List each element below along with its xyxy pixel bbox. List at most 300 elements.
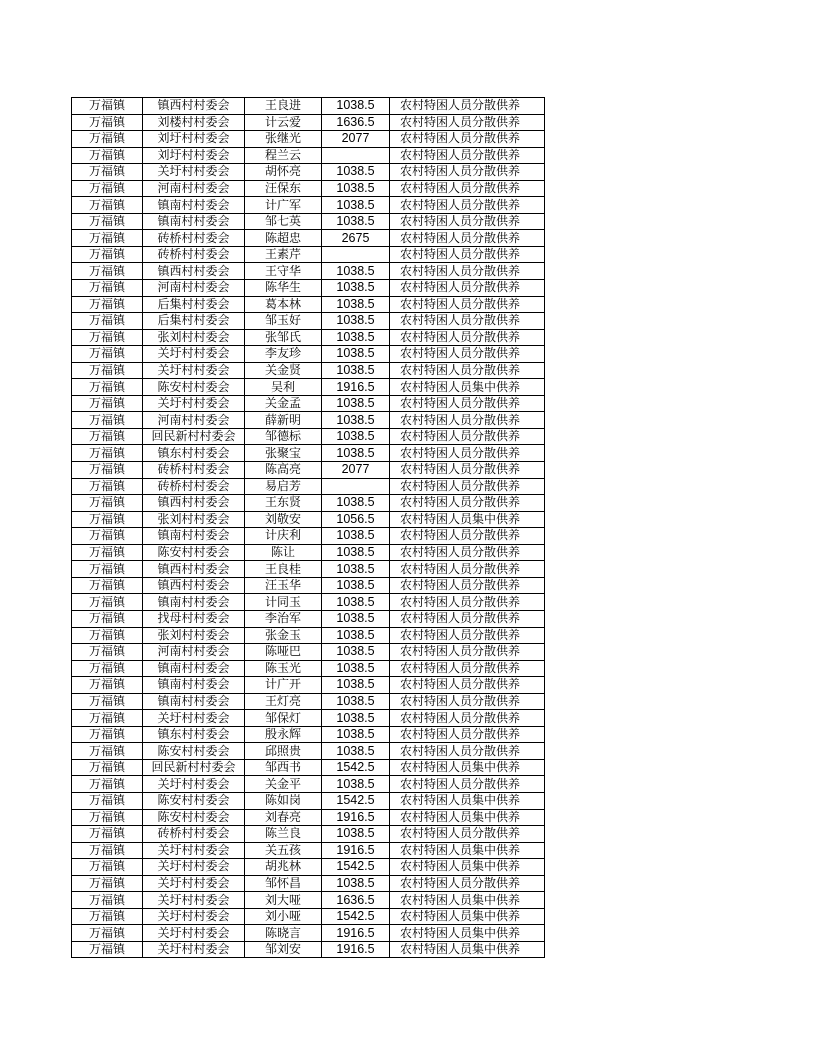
town-cell: 万福镇 — [72, 462, 143, 479]
category-cell: 农村特困人员集中供养 — [390, 792, 545, 809]
town-cell: 万福镇 — [72, 114, 143, 131]
name-cell: 易启芳 — [245, 478, 322, 495]
village-committee-cell: 刘圩村村委会 — [143, 147, 245, 164]
table-row — [72, 296, 545, 313]
table-row — [72, 892, 545, 909]
village-committee-cell: 陈安村村委会 — [143, 544, 245, 561]
town-cell: 万福镇 — [72, 528, 143, 545]
table-row — [72, 693, 545, 710]
name-cell: 陈华生 — [245, 280, 322, 297]
name-cell: 邱照贵 — [245, 743, 322, 760]
table-row — [72, 197, 545, 214]
town-cell: 万福镇 — [72, 197, 143, 214]
category-cell: 农村特困人员分散供养 — [390, 627, 545, 644]
amount-cell: 2077 — [322, 462, 390, 479]
category-cell: 农村特困人员分散供养 — [390, 710, 545, 727]
name-cell: 王素芹 — [245, 246, 322, 263]
village-committee-cell: 关圩村村委会 — [143, 776, 245, 793]
village-committee-cell: 砖桥村村委会 — [143, 462, 245, 479]
amount-cell: 1038.5 — [322, 445, 390, 462]
table-row — [72, 660, 545, 677]
village-committee-cell: 关圩村村委会 — [143, 875, 245, 892]
category-cell: 农村特困人员集中供养 — [390, 809, 545, 826]
name-cell: 王良桂 — [245, 561, 322, 578]
category-cell: 农村特困人员分散供养 — [390, 230, 545, 247]
town-cell: 万福镇 — [72, 395, 143, 412]
name-cell: 计庆利 — [245, 528, 322, 545]
village-committee-cell: 张刘村村委会 — [143, 511, 245, 528]
category-cell: 农村特困人员分散供养 — [390, 826, 545, 843]
town-cell: 万福镇 — [72, 180, 143, 197]
table-row — [72, 710, 545, 727]
name-cell: 计同玉 — [245, 594, 322, 611]
amount-cell — [322, 246, 390, 263]
name-cell: 薛新明 — [245, 412, 322, 429]
category-cell: 农村特困人员分散供养 — [390, 114, 545, 131]
category-cell: 农村特困人员分散供养 — [390, 147, 545, 164]
category-cell: 农村特困人员分散供养 — [390, 180, 545, 197]
amount-cell: 1038.5 — [322, 280, 390, 297]
amount-cell: 1038.5 — [322, 693, 390, 710]
category-cell: 农村特困人员分散供养 — [390, 644, 545, 661]
name-cell: 李治军 — [245, 610, 322, 627]
town-cell: 万福镇 — [72, 478, 143, 495]
amount-cell: 1038.5 — [322, 577, 390, 594]
town-cell: 万福镇 — [72, 428, 143, 445]
town-cell: 万福镇 — [72, 809, 143, 826]
table-row — [72, 428, 545, 445]
town-cell: 万福镇 — [72, 726, 143, 743]
amount-cell: 1038.5 — [322, 594, 390, 611]
amount-cell: 1038.5 — [322, 98, 390, 115]
name-cell: 邹德标 — [245, 428, 322, 445]
amount-cell: 1636.5 — [322, 892, 390, 909]
amount-cell: 1542.5 — [322, 792, 390, 809]
village-committee-cell: 镇西村村委会 — [143, 98, 245, 115]
amount-cell: 1038.5 — [322, 495, 390, 512]
category-cell: 农村特困人员分散供养 — [390, 462, 545, 479]
amount-cell: 1038.5 — [322, 428, 390, 445]
name-cell: 关五孩 — [245, 842, 322, 859]
table-row — [72, 941, 545, 958]
amount-cell: 1038.5 — [322, 826, 390, 843]
name-cell: 陈高亮 — [245, 462, 322, 479]
amount-cell: 1056.5 — [322, 511, 390, 528]
village-committee-cell: 张刘村村委会 — [143, 329, 245, 346]
town-cell: 万福镇 — [72, 859, 143, 876]
village-committee-cell: 后集村村委会 — [143, 313, 245, 330]
category-cell: 农村特困人员集中供养 — [390, 759, 545, 776]
table-row — [72, 726, 545, 743]
amount-cell: 1038.5 — [322, 213, 390, 230]
village-committee-cell: 关圩村村委会 — [143, 710, 245, 727]
name-cell: 汪保东 — [245, 180, 322, 197]
table-row — [72, 644, 545, 661]
town-cell: 万福镇 — [72, 610, 143, 627]
amount-cell — [322, 147, 390, 164]
category-cell: 农村特困人员分散供养 — [390, 776, 545, 793]
town-cell: 万福镇 — [72, 627, 143, 644]
category-cell: 农村特困人员分散供养 — [390, 660, 545, 677]
category-cell: 农村特困人员分散供养 — [390, 164, 545, 181]
table-row — [72, 743, 545, 760]
name-cell: 张金玉 — [245, 627, 322, 644]
amount-cell: 1038.5 — [322, 660, 390, 677]
amount-cell: 1038.5 — [322, 610, 390, 627]
village-committee-cell: 回民新村村委会 — [143, 759, 245, 776]
town-cell: 万福镇 — [72, 776, 143, 793]
name-cell: 王良进 — [245, 98, 322, 115]
name-cell: 邹怀昌 — [245, 875, 322, 892]
table-row — [72, 776, 545, 793]
amount-cell: 1038.5 — [322, 180, 390, 197]
name-cell: 计云爱 — [245, 114, 322, 131]
amount-cell: 1038.5 — [322, 726, 390, 743]
amount-cell: 1038.5 — [322, 710, 390, 727]
village-committee-cell: 陈安村村委会 — [143, 809, 245, 826]
town-cell: 万福镇 — [72, 875, 143, 892]
name-cell: 王灯亮 — [245, 693, 322, 710]
table-row — [72, 925, 545, 942]
category-cell: 农村特困人员分散供养 — [390, 296, 545, 313]
town-cell: 万福镇 — [72, 379, 143, 396]
category-cell: 农村特困人员分散供养 — [390, 544, 545, 561]
village-committee-cell: 砖桥村村委会 — [143, 478, 245, 495]
category-cell: 农村特困人员分散供养 — [390, 478, 545, 495]
table-row — [72, 875, 545, 892]
village-committee-cell: 关圩村村委会 — [143, 859, 245, 876]
amount-cell: 1038.5 — [322, 346, 390, 363]
name-cell: 张继光 — [245, 131, 322, 148]
category-cell: 农村特困人员集中供养 — [390, 925, 545, 942]
name-cell: 陈如岗 — [245, 792, 322, 809]
village-committee-cell: 河南村村委会 — [143, 280, 245, 297]
table-row — [72, 462, 545, 479]
town-cell: 万福镇 — [72, 362, 143, 379]
town-cell: 万福镇 — [72, 677, 143, 694]
table-row — [72, 594, 545, 611]
amount-cell: 1916.5 — [322, 941, 390, 958]
table-row — [72, 379, 545, 396]
name-cell: 计广开 — [245, 677, 322, 694]
amount-cell: 1916.5 — [322, 842, 390, 859]
village-committee-cell: 镇西村村委会 — [143, 495, 245, 512]
table-row — [72, 577, 545, 594]
village-committee-cell: 关圩村村委会 — [143, 362, 245, 379]
table-row — [72, 544, 545, 561]
name-cell: 邹西书 — [245, 759, 322, 776]
name-cell: 葛本林 — [245, 296, 322, 313]
town-cell: 万福镇 — [72, 412, 143, 429]
town-cell: 万福镇 — [72, 329, 143, 346]
village-committee-cell: 后集村村委会 — [143, 296, 245, 313]
table-row — [72, 362, 545, 379]
name-cell: 关金孟 — [245, 395, 322, 412]
town-cell: 万福镇 — [72, 445, 143, 462]
category-cell: 农村特困人员分散供养 — [390, 445, 545, 462]
table-row — [72, 131, 545, 148]
table-row — [72, 842, 545, 859]
category-cell: 农村特困人员集中供养 — [390, 859, 545, 876]
category-cell: 农村特困人员分散供养 — [390, 875, 545, 892]
amount-cell: 1038.5 — [322, 313, 390, 330]
category-cell: 农村特困人员分散供养 — [390, 528, 545, 545]
table-row — [72, 478, 545, 495]
table-row — [72, 908, 545, 925]
amount-cell: 1038.5 — [322, 677, 390, 694]
town-cell: 万福镇 — [72, 577, 143, 594]
town-cell: 万福镇 — [72, 511, 143, 528]
amount-cell: 1542.5 — [322, 908, 390, 925]
table-row — [72, 346, 545, 363]
village-committee-cell: 回民新村村委会 — [143, 428, 245, 445]
village-committee-cell: 刘楼村村委会 — [143, 114, 245, 131]
town-cell: 万福镇 — [72, 792, 143, 809]
amount-cell: 1542.5 — [322, 759, 390, 776]
name-cell: 刘小哑 — [245, 908, 322, 925]
village-committee-cell: 砖桥村村委会 — [143, 826, 245, 843]
name-cell: 陈超忠 — [245, 230, 322, 247]
village-committee-cell: 关圩村村委会 — [143, 842, 245, 859]
table-row — [72, 809, 545, 826]
town-cell: 万福镇 — [72, 147, 143, 164]
category-cell: 农村特困人员分散供养 — [390, 329, 545, 346]
amount-cell: 1542.5 — [322, 859, 390, 876]
village-committee-cell: 镇南村村委会 — [143, 594, 245, 611]
category-cell: 农村特困人员分散供养 — [390, 280, 545, 297]
amount-cell: 1038.5 — [322, 776, 390, 793]
table-row — [72, 445, 545, 462]
name-cell: 刘大哑 — [245, 892, 322, 909]
table-row — [72, 263, 545, 280]
category-cell: 农村特困人员分散供养 — [390, 98, 545, 115]
amount-cell: 1038.5 — [322, 627, 390, 644]
table-row — [72, 230, 545, 247]
name-cell: 邹玉好 — [245, 313, 322, 330]
category-cell: 农村特困人员集中供养 — [390, 511, 545, 528]
category-cell: 农村特困人员分散供养 — [390, 412, 545, 429]
village-committee-cell: 找母村村委会 — [143, 610, 245, 627]
village-committee-cell: 刘圩村村委会 — [143, 131, 245, 148]
name-cell: 陈玉光 — [245, 660, 322, 677]
table-row — [72, 114, 545, 131]
category-cell: 农村特困人员集中供养 — [390, 379, 545, 396]
village-committee-cell: 关圩村村委会 — [143, 346, 245, 363]
amount-cell: 1916.5 — [322, 379, 390, 396]
village-committee-cell: 镇南村村委会 — [143, 660, 245, 677]
town-cell: 万福镇 — [72, 826, 143, 843]
village-committee-cell: 关圩村村委会 — [143, 925, 245, 942]
table-row — [72, 528, 545, 545]
name-cell: 邹刘安 — [245, 941, 322, 958]
table-row — [72, 98, 545, 115]
category-cell: 农村特困人员分散供养 — [390, 313, 545, 330]
category-cell: 农村特困人员分散供养 — [390, 693, 545, 710]
town-cell: 万福镇 — [72, 544, 143, 561]
table-row — [72, 759, 545, 776]
category-cell: 农村特困人员分散供养 — [390, 577, 545, 594]
name-cell: 胡兆林 — [245, 859, 322, 876]
category-cell: 农村特困人员分散供养 — [390, 726, 545, 743]
town-cell: 万福镇 — [72, 346, 143, 363]
town-cell: 万福镇 — [72, 759, 143, 776]
table-row — [72, 246, 545, 263]
village-committee-cell: 镇西村村委会 — [143, 561, 245, 578]
amount-cell: 1038.5 — [322, 296, 390, 313]
table-row — [72, 511, 545, 528]
amount-cell: 1038.5 — [322, 544, 390, 561]
village-committee-cell: 镇东村村委会 — [143, 726, 245, 743]
village-committee-cell: 河南村村委会 — [143, 180, 245, 197]
category-cell: 农村特困人员分散供养 — [390, 213, 545, 230]
village-committee-cell: 关圩村村委会 — [143, 892, 245, 909]
name-cell: 吴利 — [245, 379, 322, 396]
town-cell: 万福镇 — [72, 941, 143, 958]
town-cell: 万福镇 — [72, 561, 143, 578]
name-cell: 陈让 — [245, 544, 322, 561]
table-row — [72, 395, 545, 412]
amount-cell: 1038.5 — [322, 412, 390, 429]
amount-cell: 1038.5 — [322, 329, 390, 346]
village-committee-cell: 关圩村村委会 — [143, 941, 245, 958]
category-cell: 农村特困人员分散供养 — [390, 346, 545, 363]
category-cell: 农村特困人员分散供养 — [390, 495, 545, 512]
category-cell: 农村特困人员分散供养 — [390, 610, 545, 627]
category-cell: 农村特困人员分散供养 — [390, 594, 545, 611]
amount-cell: 1038.5 — [322, 362, 390, 379]
name-cell: 关金平 — [245, 776, 322, 793]
amount-cell: 1916.5 — [322, 809, 390, 826]
town-cell: 万福镇 — [72, 495, 143, 512]
village-committee-cell: 关圩村村委会 — [143, 164, 245, 181]
town-cell: 万福镇 — [72, 98, 143, 115]
village-committee-cell: 镇南村村委会 — [143, 693, 245, 710]
table-row — [72, 859, 545, 876]
category-cell: 农村特困人员分散供养 — [390, 131, 545, 148]
village-committee-cell: 镇西村村委会 — [143, 263, 245, 280]
category-cell: 农村特困人员分散供养 — [390, 743, 545, 760]
amount-cell: 1038.5 — [322, 743, 390, 760]
name-cell: 陈晓言 — [245, 925, 322, 942]
town-cell: 万福镇 — [72, 710, 143, 727]
category-cell: 农村特困人员集中供养 — [390, 908, 545, 925]
village-committee-cell: 镇西村村委会 — [143, 577, 245, 594]
village-committee-cell: 陈安村村委会 — [143, 743, 245, 760]
town-cell: 万福镇 — [72, 296, 143, 313]
table-row — [72, 792, 545, 809]
data-table — [71, 97, 545, 958]
amount-cell: 2675 — [322, 230, 390, 247]
table-row — [72, 313, 545, 330]
category-cell: 农村特困人员集中供养 — [390, 941, 545, 958]
name-cell: 李友珍 — [245, 346, 322, 363]
town-cell: 万福镇 — [72, 644, 143, 661]
name-cell: 汪玉华 — [245, 577, 322, 594]
amount-cell: 1038.5 — [322, 528, 390, 545]
town-cell: 万福镇 — [72, 842, 143, 859]
amount-cell: 2077 — [322, 131, 390, 148]
table-row — [72, 677, 545, 694]
name-cell: 王东贤 — [245, 495, 322, 512]
village-committee-cell: 镇南村村委会 — [143, 677, 245, 694]
village-committee-cell: 张刘村村委会 — [143, 627, 245, 644]
town-cell: 万福镇 — [72, 693, 143, 710]
table-row — [72, 412, 545, 429]
category-cell: 农村特困人员分散供养 — [390, 246, 545, 263]
village-committee-cell: 镇南村村委会 — [143, 213, 245, 230]
village-committee-cell: 砖桥村村委会 — [143, 246, 245, 263]
category-cell: 农村特困人员集中供养 — [390, 892, 545, 909]
table-row — [72, 627, 545, 644]
amount-cell: 1636.5 — [322, 114, 390, 131]
village-committee-cell: 河南村村委会 — [143, 412, 245, 429]
town-cell: 万福镇 — [72, 246, 143, 263]
table-row — [72, 180, 545, 197]
town-cell: 万福镇 — [72, 743, 143, 760]
name-cell: 程兰云 — [245, 147, 322, 164]
town-cell: 万福镇 — [72, 660, 143, 677]
table-row — [72, 561, 545, 578]
name-cell: 殷永辉 — [245, 726, 322, 743]
name-cell: 张聚宝 — [245, 445, 322, 462]
village-committee-cell: 陈安村村委会 — [143, 792, 245, 809]
amount-cell: 1916.5 — [322, 925, 390, 942]
name-cell: 计广军 — [245, 197, 322, 214]
name-cell: 胡怀亮 — [245, 164, 322, 181]
category-cell: 农村特困人员集中供养 — [390, 842, 545, 859]
category-cell: 农村特困人员分散供养 — [390, 428, 545, 445]
town-cell: 万福镇 — [72, 908, 143, 925]
village-committee-cell: 镇南村村委会 — [143, 528, 245, 545]
name-cell: 刘春亮 — [245, 809, 322, 826]
town-cell: 万福镇 — [72, 213, 143, 230]
table-row — [72, 280, 545, 297]
amount-cell: 1038.5 — [322, 197, 390, 214]
table-row — [72, 826, 545, 843]
category-cell: 农村特困人员分散供养 — [390, 197, 545, 214]
amount-cell: 1038.5 — [322, 561, 390, 578]
village-committee-cell: 关圩村村委会 — [143, 395, 245, 412]
amount-cell — [322, 478, 390, 495]
table-row — [72, 329, 545, 346]
town-cell: 万福镇 — [72, 892, 143, 909]
name-cell: 邹七英 — [245, 213, 322, 230]
category-cell: 农村特困人员分散供养 — [390, 677, 545, 694]
category-cell: 农村特困人员分散供养 — [390, 561, 545, 578]
name-cell: 王守华 — [245, 263, 322, 280]
name-cell: 张邹氏 — [245, 329, 322, 346]
village-committee-cell: 镇东村村委会 — [143, 445, 245, 462]
village-committee-cell: 陈安村村委会 — [143, 379, 245, 396]
town-cell: 万福镇 — [72, 313, 143, 330]
village-committee-cell: 河南村村委会 — [143, 644, 245, 661]
category-cell: 农村特困人员分散供养 — [390, 395, 545, 412]
village-committee-cell: 镇南村村委会 — [143, 197, 245, 214]
table-row — [72, 147, 545, 164]
amount-cell: 1038.5 — [322, 263, 390, 280]
name-cell: 陈哑巴 — [245, 644, 322, 661]
town-cell: 万福镇 — [72, 594, 143, 611]
table-body — [72, 98, 545, 958]
amount-cell: 1038.5 — [322, 644, 390, 661]
amount-cell: 1038.5 — [322, 395, 390, 412]
town-cell: 万福镇 — [72, 263, 143, 280]
village-committee-cell: 关圩村村委会 — [143, 908, 245, 925]
category-cell: 农村特困人员分散供养 — [390, 263, 545, 280]
amount-cell: 1038.5 — [322, 164, 390, 181]
table-row — [72, 213, 545, 230]
amount-cell: 1038.5 — [322, 875, 390, 892]
